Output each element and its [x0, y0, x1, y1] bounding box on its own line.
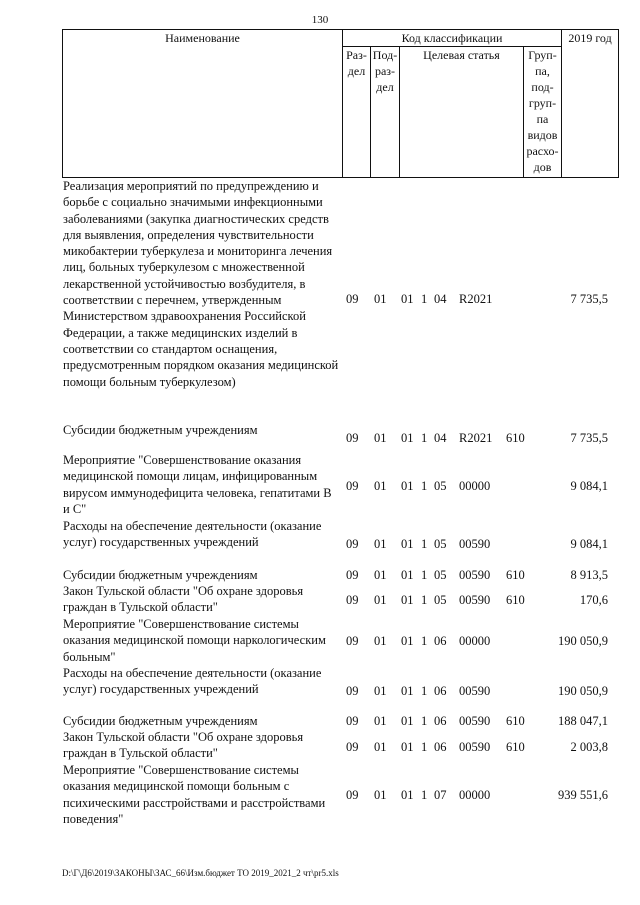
row-name: Субсидии бюджетным учреждениям: [63, 714, 258, 728]
row-name: Субсидии бюджетным учреждениям: [63, 423, 258, 437]
code-target-event: 06: [434, 740, 447, 754]
code-target-event: 06: [434, 714, 447, 728]
code-podrazdel: 01: [374, 714, 387, 728]
code-podrazdel: 01: [374, 479, 387, 493]
code-razdel: 09: [346, 537, 359, 551]
column-header-group: Груп-па, под-груп-па видов расхо-дов: [524, 47, 562, 178]
code-target-program: 01: [401, 479, 414, 493]
code-target-subprogram: 1: [421, 684, 428, 698]
code-target-direction: 00590: [459, 740, 491, 754]
code-podrazdel: 01: [374, 431, 387, 445]
code-target-program: 01: [401, 788, 414, 802]
table-header: [62, 29, 619, 178]
code-razdel: 09: [346, 634, 359, 648]
code-target-subprogram: 1: [421, 537, 428, 551]
column-header-target: Целевая статья: [400, 47, 524, 178]
amount: 7 735,5: [570, 292, 608, 306]
code-target-direction: 00590: [459, 593, 491, 607]
row-name: Расходы на обеспечение деятельности (оказание услуг) государственных учреждений: [63, 519, 322, 550]
code-target-subprogram: 1: [421, 593, 428, 607]
code-target-event: 04: [434, 431, 447, 445]
code-target-direction: 00000: [459, 479, 491, 493]
code-podrazdel: 01: [374, 537, 387, 551]
column-header-classification: Код классификации: [343, 30, 562, 47]
code-target-subprogram: 1: [421, 479, 428, 493]
code-expense-type: 610: [506, 593, 525, 607]
code-target-event: 05: [434, 537, 447, 551]
row-name: Субсидии бюджетным учреждениям: [63, 568, 258, 582]
column-header-podrazdel: Под-раз-дел: [371, 47, 400, 178]
code-target-program: 01: [401, 292, 414, 306]
code-target-event: 05: [434, 593, 447, 607]
row-name: Расходы на обеспечение деятельности (оказание услуг) государственных учреждений: [63, 666, 322, 697]
row-name: Мероприятие "Совершенствование оказания медицинской помощи лицам, инфицированным вирусом иммунодефицита человека, гепатитами В и С": [63, 453, 332, 516]
code-target-event: 04: [434, 292, 447, 306]
amount: 9 084,1: [570, 479, 608, 493]
file-path-footer: D:\Г\Д6\2019\ЗАКОНЫ\ЗАС_66\Изм.бюджет ТО 2019_2021_2 чт\pr5.xls: [62, 868, 339, 878]
code-expense-type: 610: [506, 740, 525, 754]
code-podrazdel: 01: [374, 740, 387, 754]
code-target-subprogram: 1: [421, 788, 428, 802]
code-razdel: 09: [346, 568, 359, 582]
code-target-program: 01: [401, 568, 414, 582]
code-target-program: 01: [401, 684, 414, 698]
column-header-name: Наименование: [63, 30, 343, 178]
code-target-event: 05: [434, 568, 447, 582]
code-razdel: 09: [346, 740, 359, 754]
code-expense-type: 610: [506, 431, 525, 445]
amount: 170,6: [579, 593, 608, 607]
code-podrazdel: 01: [374, 292, 387, 306]
code-razdel: 09: [346, 431, 359, 445]
code-target-direction: 00590: [459, 684, 491, 698]
code-target-direction: 00590: [459, 568, 491, 582]
code-podrazdel: 01: [374, 634, 387, 648]
code-razdel: 09: [346, 593, 359, 607]
amount: 190 050,9: [558, 634, 608, 648]
code-target-direction: 00000: [459, 634, 491, 648]
column-header-year: 2019 год: [562, 30, 619, 178]
code-razdel: 09: [346, 788, 359, 802]
amount: 9 084,1: [570, 537, 608, 551]
code-razdel: 09: [346, 292, 359, 306]
code-podrazdel: 01: [374, 593, 387, 607]
code-expense-type: 610: [506, 714, 525, 728]
code-target-direction: 00590: [459, 714, 491, 728]
code-expense-type: 610: [506, 568, 525, 582]
row-name: Закон Тульской области "Об охране здоровья граждан в Тульской области": [63, 730, 304, 761]
code-podrazdel: 01: [374, 684, 387, 698]
row-name: Мероприятие "Совершенствование системы оказания медицинской помощи больным с психическими расстройствами и расстройствами поведения": [63, 763, 326, 826]
amount: 939 551,6: [558, 788, 608, 802]
amount: 7 735,5: [570, 431, 608, 445]
code-podrazdel: 01: [374, 788, 387, 802]
code-target-event: 05: [434, 479, 447, 493]
code-target-subprogram: 1: [421, 568, 428, 582]
code-razdel: 09: [346, 479, 359, 493]
row-name: Мероприятие "Совершенствование системы оказания медицинской помощи наркологическим больным": [63, 617, 326, 664]
page-number: 130: [311, 14, 329, 26]
row-name: Реализация мероприятий по предупреждению и борьбе с социально значимыми инфекционными заболеваниями (закупка диагностических средств для выявления, определения чувствительности микобактерии туберкулеза и мониторинга лечения лиц, больных туберкулезом с множественной лекарственной устойчивостью возбудителя, в соответствии с перечнем, утвержденным Министерством здравоохранения Российской Федерации, а также медицинских изделий в соответствии со стандартом оснащения, предусмотренным порядком оказания медицинской помощи больным туберкулезом): [63, 179, 339, 389]
code-target-program: 01: [401, 537, 414, 551]
row-name: Закон Тульской области "Об охране здоровья граждан в Тульской области": [63, 584, 304, 615]
amount: 8 913,5: [570, 568, 608, 582]
code-target-subprogram: 1: [421, 740, 428, 754]
code-target-program: 01: [401, 740, 414, 754]
code-razdel: 09: [346, 684, 359, 698]
code-target-subprogram: 1: [421, 292, 428, 306]
code-target-program: 01: [401, 634, 414, 648]
amount: 190 050,9: [558, 684, 608, 698]
code-target-direction: R2021: [459, 431, 493, 445]
code-razdel: 09: [346, 714, 359, 728]
amount: 2 003,8: [570, 740, 608, 754]
code-target-program: 01: [401, 714, 414, 728]
code-target-subprogram: 1: [421, 714, 428, 728]
code-target-program: 01: [401, 593, 414, 607]
code-target-subprogram: 1: [421, 431, 428, 445]
code-target-direction: 00590: [459, 537, 491, 551]
code-target-direction: R2021: [459, 292, 493, 306]
code-podrazdel: 01: [374, 568, 387, 582]
code-target-program: 01: [401, 431, 414, 445]
column-header-razdel: Раз-дел: [343, 47, 371, 178]
code-target-event: 06: [434, 684, 447, 698]
code-target-subprogram: 1: [421, 634, 428, 648]
code-target-event: 06: [434, 634, 447, 648]
code-target-event: 07: [434, 788, 447, 802]
code-target-direction: 00000: [459, 788, 491, 802]
amount: 188 047,1: [558, 714, 608, 728]
